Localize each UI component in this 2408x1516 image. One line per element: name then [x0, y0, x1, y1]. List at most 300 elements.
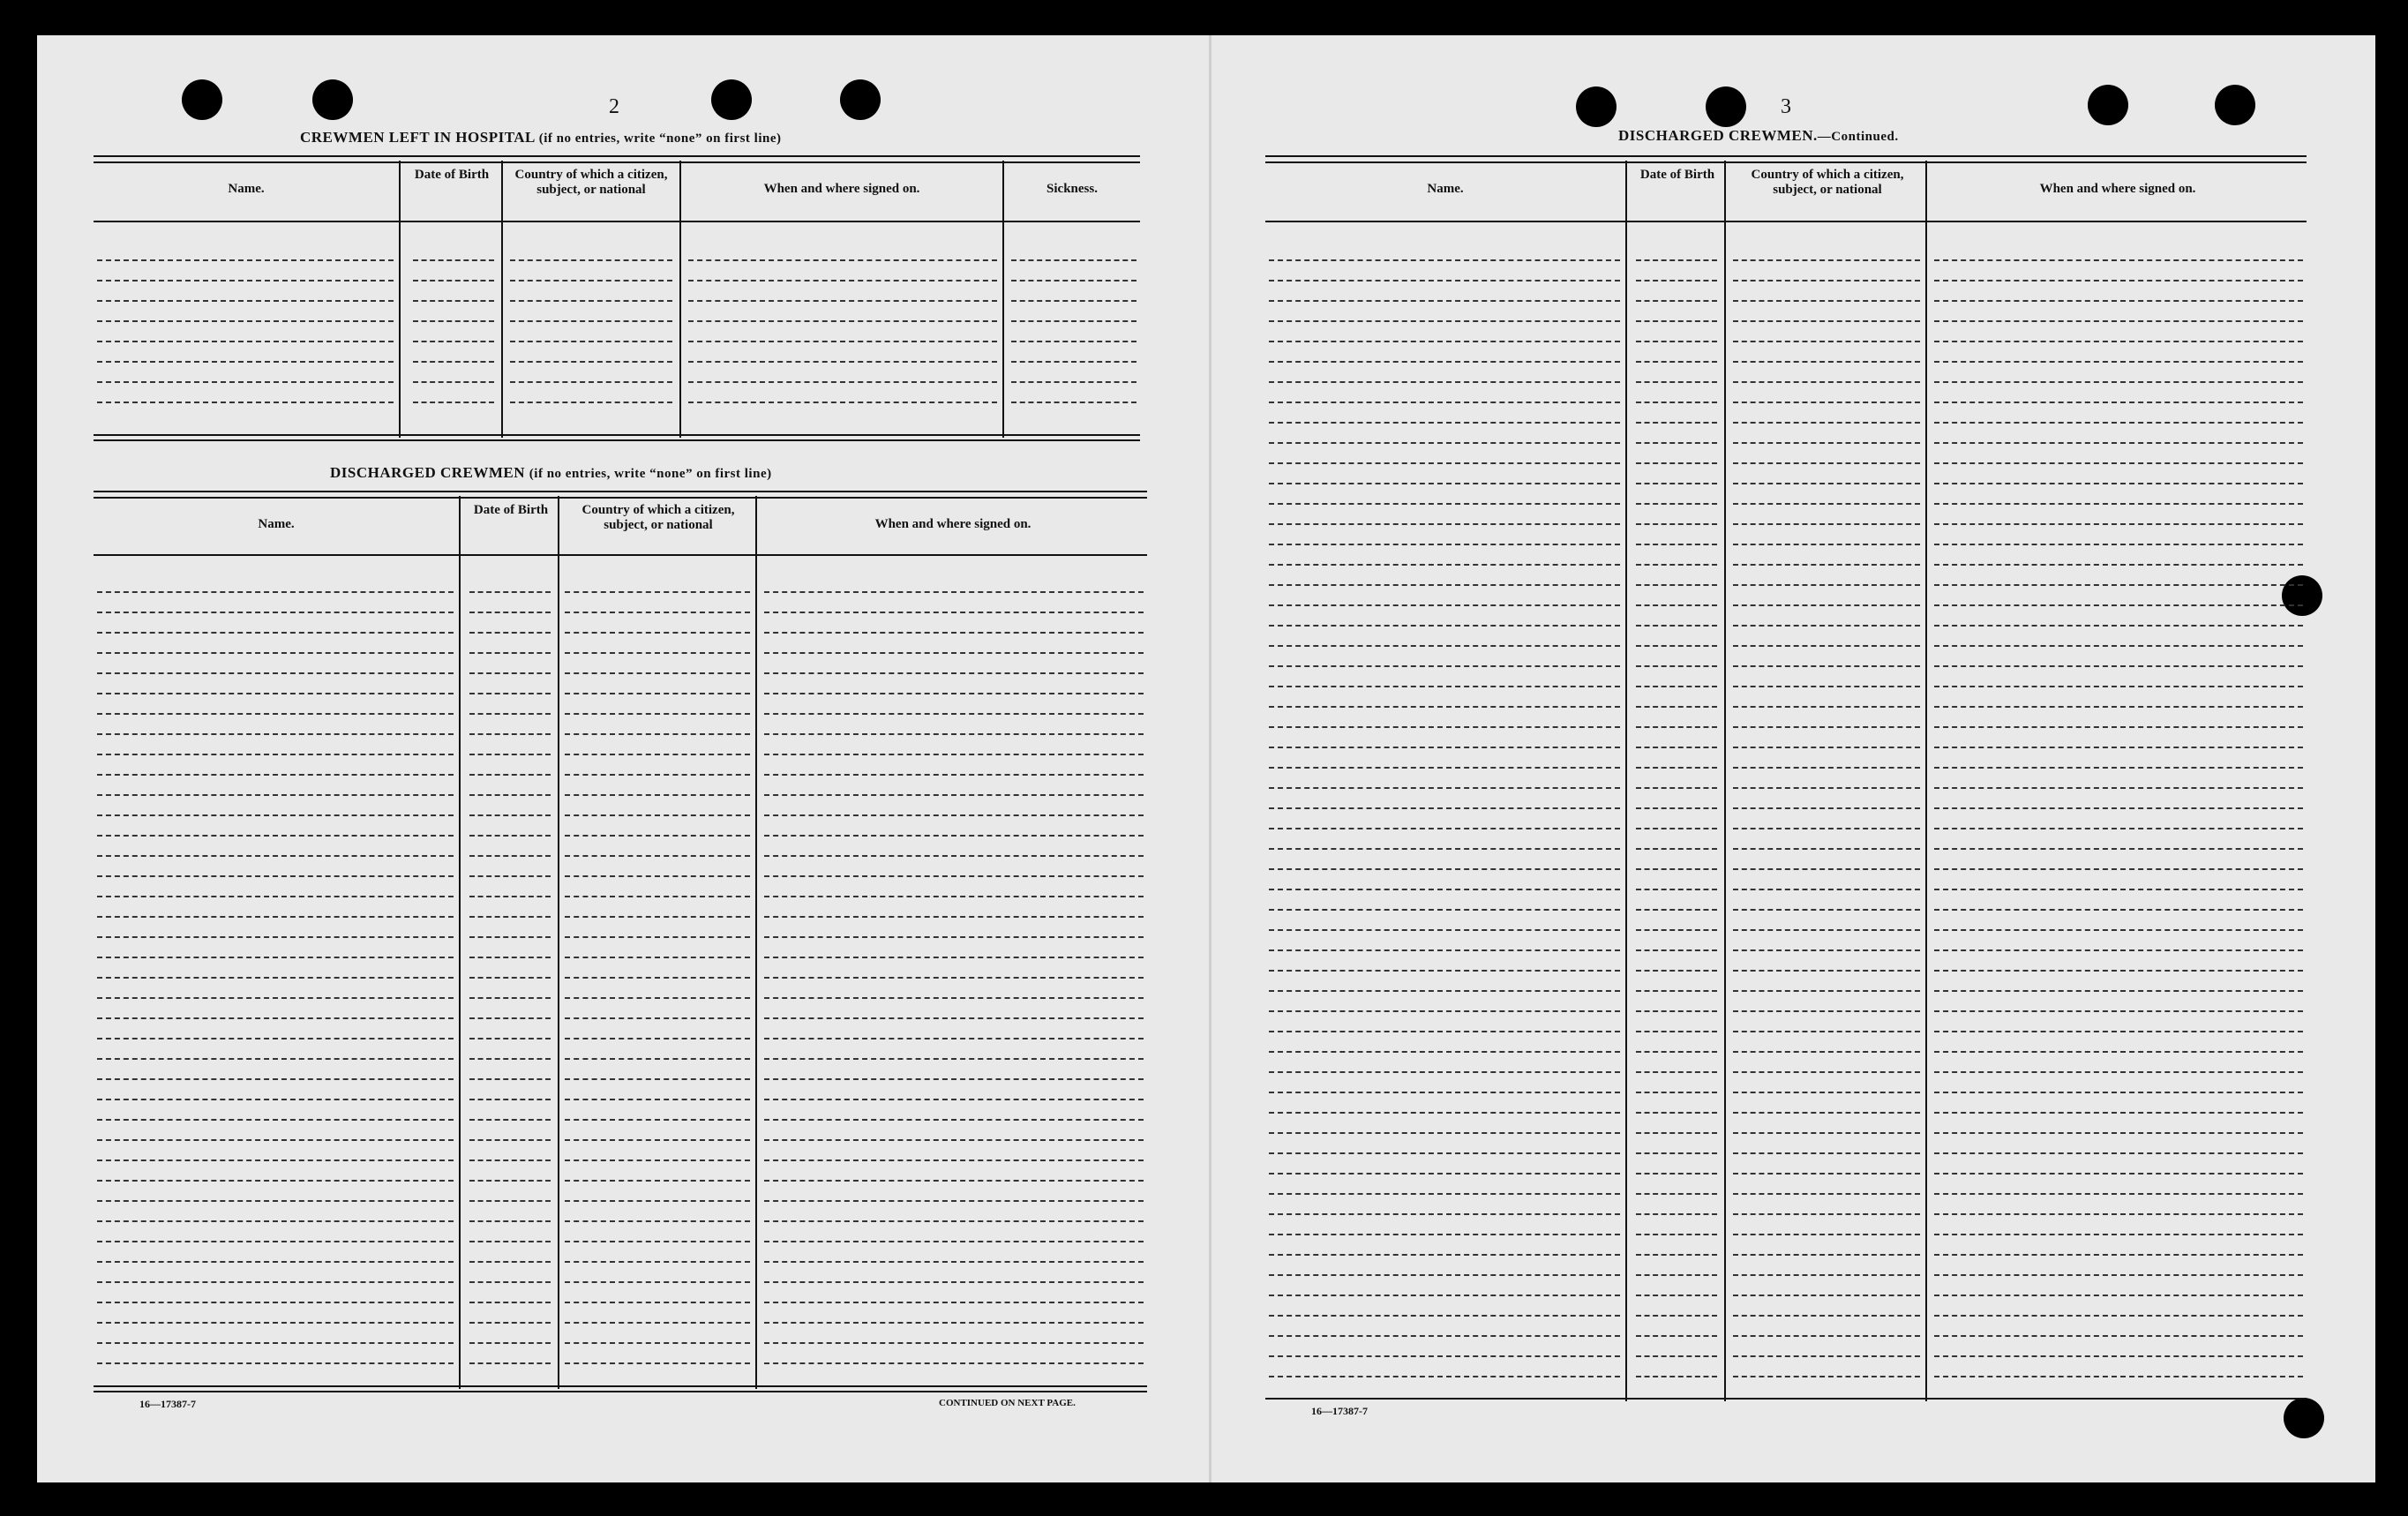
entry-line[interactable] — [97, 259, 394, 261]
entry-line[interactable] — [469, 1200, 551, 1202]
entry-line[interactable] — [1934, 706, 2303, 708]
entry-line[interactable] — [97, 1362, 454, 1364]
entry-line[interactable] — [1934, 970, 2303, 972]
entry-line[interactable] — [1934, 604, 2303, 606]
entry-line[interactable] — [469, 591, 551, 593]
entry-line[interactable] — [1011, 300, 1136, 302]
entry-line[interactable] — [1011, 381, 1136, 383]
entry-line[interactable] — [1733, 889, 1920, 890]
entry-line[interactable] — [1269, 341, 1620, 342]
entry-line[interactable] — [1269, 1071, 1620, 1073]
entry-line[interactable] — [1733, 381, 1920, 383]
entry-line[interactable] — [1733, 1213, 1920, 1215]
entry-line[interactable] — [1934, 828, 2303, 829]
entry-line[interactable] — [1733, 1071, 1920, 1073]
entry-line[interactable] — [565, 977, 750, 979]
entry-line[interactable] — [764, 1058, 1144, 1060]
entry-line[interactable] — [1733, 665, 1920, 667]
entry-line[interactable] — [1011, 402, 1136, 403]
entry-line[interactable] — [1733, 848, 1920, 850]
entry-line[interactable] — [764, 1220, 1144, 1222]
entry-line[interactable] — [565, 1281, 750, 1283]
entry-line[interactable] — [97, 1241, 454, 1242]
entry-line[interactable] — [1733, 442, 1920, 444]
entry-line[interactable] — [1636, 300, 1717, 302]
entry-line[interactable] — [1011, 361, 1136, 363]
entry-line[interactable] — [1934, 767, 2303, 769]
entry-line[interactable] — [1733, 462, 1920, 464]
entry-line[interactable] — [1636, 747, 1717, 748]
entry-line[interactable] — [565, 916, 750, 918]
entry-line[interactable] — [1733, 1031, 1920, 1032]
entry-line[interactable] — [97, 381, 394, 383]
entry-line[interactable] — [97, 814, 454, 816]
entry-line[interactable] — [688, 402, 997, 403]
entry-line[interactable] — [469, 997, 551, 999]
entry-line[interactable] — [1934, 1355, 2303, 1357]
entry-line[interactable] — [510, 259, 672, 261]
entry-line[interactable] — [565, 875, 750, 877]
entry-line[interactable] — [510, 381, 672, 383]
entry-line[interactable] — [1636, 503, 1717, 505]
entry-line[interactable] — [469, 1038, 551, 1039]
entry-line[interactable] — [1733, 1376, 1920, 1377]
entry-line[interactable] — [565, 1058, 750, 1060]
entry-line[interactable] — [1269, 320, 1620, 322]
entry-line[interactable] — [565, 855, 750, 857]
entry-line[interactable] — [688, 280, 997, 281]
entry-line[interactable] — [1636, 868, 1717, 870]
entry-line[interactable] — [97, 591, 454, 593]
entry-line[interactable] — [1636, 970, 1717, 972]
entry-line[interactable] — [1636, 259, 1717, 261]
entry-line[interactable] — [1269, 1234, 1620, 1235]
entry-line[interactable] — [764, 1078, 1144, 1080]
entry-line[interactable] — [1636, 1335, 1717, 1337]
entry-line[interactable] — [469, 1058, 551, 1060]
entry-line[interactable] — [1636, 1254, 1717, 1256]
entry-line[interactable] — [1934, 1051, 2303, 1053]
entry-line[interactable] — [1636, 929, 1717, 931]
entry-line[interactable] — [469, 713, 551, 715]
entry-line[interactable] — [1733, 320, 1920, 322]
entry-line[interactable] — [1733, 909, 1920, 911]
entry-line[interactable] — [1733, 523, 1920, 525]
entry-line[interactable] — [469, 612, 551, 613]
entry-line[interactable] — [1636, 604, 1717, 606]
entry-line[interactable] — [1934, 341, 2303, 342]
entry-line[interactable] — [469, 1302, 551, 1303]
entry-line[interactable] — [764, 1139, 1144, 1141]
entry-line[interactable] — [510, 402, 672, 403]
entry-line[interactable] — [1934, 584, 2303, 586]
entry-line[interactable] — [97, 1099, 454, 1100]
entry-line[interactable] — [510, 361, 672, 363]
entry-line[interactable] — [469, 672, 551, 674]
entry-line[interactable] — [1636, 320, 1717, 322]
entry-line[interactable] — [1269, 909, 1620, 911]
entry-line[interactable] — [97, 855, 454, 857]
entry-line[interactable] — [1934, 1152, 2303, 1154]
entry-line[interactable] — [764, 1200, 1144, 1202]
entry-line[interactable] — [1269, 300, 1620, 302]
entry-line[interactable] — [1733, 584, 1920, 586]
entry-line[interactable] — [565, 1078, 750, 1080]
entry-line[interactable] — [1269, 848, 1620, 850]
entry-line[interactable] — [1269, 929, 1620, 931]
entry-line[interactable] — [764, 835, 1144, 837]
entry-line[interactable] — [1636, 767, 1717, 769]
entry-line[interactable] — [1733, 767, 1920, 769]
entry-line[interactable] — [1636, 889, 1717, 890]
entry-line[interactable] — [565, 1160, 750, 1161]
entry-line[interactable] — [764, 1119, 1144, 1121]
entry-line[interactable] — [413, 320, 494, 322]
entry-line[interactable] — [97, 997, 454, 999]
entry-line[interactable] — [1269, 787, 1620, 789]
entry-line[interactable] — [565, 1099, 750, 1100]
entry-line[interactable] — [764, 916, 1144, 918]
entry-line[interactable] — [97, 1017, 454, 1019]
entry-line[interactable] — [97, 1119, 454, 1121]
entry-line[interactable] — [1269, 807, 1620, 809]
entry-line[interactable] — [1934, 909, 2303, 911]
entry-line[interactable] — [1636, 523, 1717, 525]
entry-line[interactable] — [1733, 1335, 1920, 1337]
entry-line[interactable] — [1733, 686, 1920, 687]
entry-line[interactable] — [688, 341, 997, 342]
entry-line[interactable] — [565, 754, 750, 755]
entry-line[interactable] — [1636, 381, 1717, 383]
entry-line[interactable] — [1733, 1092, 1920, 1093]
entry-line[interactable] — [764, 875, 1144, 877]
entry-line[interactable] — [97, 835, 454, 837]
entry-line[interactable] — [1934, 564, 2303, 566]
entry-line[interactable] — [565, 814, 750, 816]
entry-line[interactable] — [413, 259, 494, 261]
entry-line[interactable] — [764, 896, 1144, 897]
entry-line[interactable] — [1269, 1092, 1620, 1093]
entry-line[interactable] — [764, 814, 1144, 816]
entry-line[interactable] — [469, 1180, 551, 1182]
entry-line[interactable] — [1269, 1031, 1620, 1032]
entry-line[interactable] — [1733, 1274, 1920, 1276]
entry-line[interactable] — [1934, 1092, 2303, 1093]
entry-line[interactable] — [413, 381, 494, 383]
entry-line[interactable] — [1636, 1193, 1717, 1195]
entry-line[interactable] — [97, 794, 454, 796]
entry-line[interactable] — [1733, 990, 1920, 992]
entry-line[interactable] — [1636, 442, 1717, 444]
entry-line[interactable] — [764, 957, 1144, 958]
entry-line[interactable] — [469, 1342, 551, 1344]
entry-line[interactable] — [413, 300, 494, 302]
entry-line[interactable] — [1934, 1132, 2303, 1134]
entry-line[interactable] — [1636, 787, 1717, 789]
entry-line[interactable] — [688, 300, 997, 302]
entry-line[interactable] — [565, 997, 750, 999]
entry-line[interactable] — [510, 280, 672, 281]
entry-line[interactable] — [469, 1099, 551, 1100]
entry-line[interactable] — [97, 977, 454, 979]
entry-line[interactable] — [1269, 1335, 1620, 1337]
entry-line[interactable] — [764, 1302, 1144, 1303]
entry-line[interactable] — [97, 754, 454, 755]
entry-line[interactable] — [764, 977, 1144, 979]
entry-line[interactable] — [510, 300, 672, 302]
entry-line[interactable] — [469, 632, 551, 634]
entry-line[interactable] — [1636, 280, 1717, 281]
entry-line[interactable] — [1269, 889, 1620, 890]
entry-line[interactable] — [1636, 645, 1717, 647]
entry-line[interactable] — [469, 652, 551, 654]
entry-line[interactable] — [565, 733, 750, 735]
entry-line[interactable] — [1733, 868, 1920, 870]
entry-line[interactable] — [1636, 584, 1717, 586]
entry-line[interactable] — [688, 259, 997, 261]
entry-line[interactable] — [1011, 341, 1136, 342]
entry-line[interactable] — [1636, 1274, 1717, 1276]
entry-line[interactable] — [688, 361, 997, 363]
entry-line[interactable] — [1269, 767, 1620, 769]
entry-line[interactable] — [97, 672, 454, 674]
entry-line[interactable] — [1269, 381, 1620, 383]
entry-line[interactable] — [1733, 970, 1920, 972]
entry-line[interactable] — [1269, 564, 1620, 566]
entry-line[interactable] — [1934, 929, 2303, 931]
entry-line[interactable] — [1733, 726, 1920, 728]
entry-line[interactable] — [1269, 462, 1620, 464]
entry-line[interactable] — [1934, 1254, 2303, 1256]
entry-line[interactable] — [97, 300, 394, 302]
entry-line[interactable] — [565, 1261, 750, 1263]
entry-line[interactable] — [510, 320, 672, 322]
entry-line[interactable] — [565, 612, 750, 613]
entry-line[interactable] — [97, 1261, 454, 1263]
entry-line[interactable] — [97, 1139, 454, 1141]
entry-line[interactable] — [97, 896, 454, 897]
entry-line[interactable] — [565, 1302, 750, 1303]
entry-line[interactable] — [1934, 422, 2303, 424]
entry-line[interactable] — [1636, 422, 1717, 424]
entry-line[interactable] — [1934, 1213, 2303, 1215]
entry-line[interactable] — [1269, 1152, 1620, 1154]
entry-line[interactable] — [1269, 1051, 1620, 1053]
entry-line[interactable] — [1934, 1010, 2303, 1012]
entry-line[interactable] — [565, 835, 750, 837]
entry-line[interactable] — [1269, 1295, 1620, 1296]
entry-line[interactable] — [764, 591, 1144, 593]
entry-line[interactable] — [1636, 1092, 1717, 1093]
entry-line[interactable] — [565, 936, 750, 938]
entry-line[interactable] — [1636, 1295, 1717, 1296]
entry-line[interactable] — [1269, 1112, 1620, 1114]
entry-line[interactable] — [1636, 402, 1717, 403]
entry-line[interactable] — [1269, 422, 1620, 424]
entry-line[interactable] — [1934, 665, 2303, 667]
entry-line[interactable] — [764, 1241, 1144, 1242]
entry-line[interactable] — [469, 1362, 551, 1364]
entry-line[interactable] — [1636, 1010, 1717, 1012]
entry-line[interactable] — [1011, 280, 1136, 281]
entry-line[interactable] — [1269, 990, 1620, 992]
entry-line[interactable] — [1934, 381, 2303, 383]
entry-line[interactable] — [1636, 564, 1717, 566]
entry-line[interactable] — [1733, 1132, 1920, 1134]
entry-line[interactable] — [97, 1078, 454, 1080]
entry-line[interactable] — [1733, 1010, 1920, 1012]
entry-line[interactable] — [764, 1038, 1144, 1039]
entry-line[interactable] — [97, 361, 394, 363]
entry-line[interactable] — [97, 957, 454, 958]
entry-line[interactable] — [1269, 970, 1620, 972]
entry-line[interactable] — [764, 733, 1144, 735]
entry-line[interactable] — [1269, 1315, 1620, 1317]
entry-line[interactable] — [1733, 625, 1920, 627]
entry-line[interactable] — [1934, 1274, 2303, 1276]
entry-line[interactable] — [510, 341, 672, 342]
entry-line[interactable] — [469, 835, 551, 837]
entry-line[interactable] — [469, 1322, 551, 1324]
entry-line[interactable] — [1934, 1071, 2303, 1073]
entry-line[interactable] — [1934, 787, 2303, 789]
entry-line[interactable] — [1636, 1173, 1717, 1175]
entry-line[interactable] — [764, 652, 1144, 654]
entry-line[interactable] — [1636, 807, 1717, 809]
entry-line[interactable] — [1269, 1010, 1620, 1012]
entry-line[interactable] — [764, 774, 1144, 776]
entry-line[interactable] — [97, 612, 454, 613]
entry-line[interactable] — [97, 280, 394, 281]
entry-line[interactable] — [1934, 544, 2303, 545]
entry-line[interactable] — [1269, 706, 1620, 708]
entry-line[interactable] — [764, 1099, 1144, 1100]
entry-line[interactable] — [469, 1139, 551, 1141]
entry-line[interactable] — [97, 936, 454, 938]
entry-line[interactable] — [1733, 747, 1920, 748]
entry-line[interactable] — [764, 612, 1144, 613]
entry-line[interactable] — [1733, 1355, 1920, 1357]
entry-line[interactable] — [1269, 726, 1620, 728]
entry-line[interactable] — [764, 1342, 1144, 1344]
entry-line[interactable] — [764, 1362, 1144, 1364]
entry-line[interactable] — [1269, 402, 1620, 403]
entry-line[interactable] — [469, 1261, 551, 1263]
entry-line[interactable] — [1934, 320, 2303, 322]
entry-line[interactable] — [469, 1281, 551, 1283]
entry-line[interactable] — [1269, 280, 1620, 281]
entry-line[interactable] — [565, 1241, 750, 1242]
entry-line[interactable] — [1934, 1193, 2303, 1195]
entry-line[interactable] — [97, 1038, 454, 1039]
entry-line[interactable] — [1934, 747, 2303, 748]
entry-line[interactable] — [1733, 1254, 1920, 1256]
entry-line[interactable] — [1733, 787, 1920, 789]
entry-line[interactable] — [1934, 686, 2303, 687]
entry-line[interactable] — [1934, 1295, 2303, 1296]
entry-line[interactable] — [97, 632, 454, 634]
entry-line[interactable] — [565, 896, 750, 897]
entry-line[interactable] — [1636, 1071, 1717, 1073]
entry-line[interactable] — [469, 977, 551, 979]
entry-line[interactable] — [1934, 442, 2303, 444]
entry-line[interactable] — [565, 591, 750, 593]
entry-line[interactable] — [1733, 341, 1920, 342]
entry-line[interactable] — [1934, 1376, 2303, 1377]
entry-line[interactable] — [469, 1160, 551, 1161]
entry-line[interactable] — [1934, 1112, 2303, 1114]
entry-line[interactable] — [1733, 422, 1920, 424]
entry-line[interactable] — [1934, 300, 2303, 302]
entry-line[interactable] — [688, 381, 997, 383]
entry-line[interactable] — [97, 652, 454, 654]
entry-line[interactable] — [1636, 949, 1717, 951]
entry-line[interactable] — [1733, 483, 1920, 484]
entry-line[interactable] — [1636, 726, 1717, 728]
entry-line[interactable] — [1733, 1173, 1920, 1175]
entry-line[interactable] — [1636, 1355, 1717, 1357]
entry-line[interactable] — [97, 693, 454, 694]
entry-line[interactable] — [97, 320, 394, 322]
entry-line[interactable] — [1636, 1315, 1717, 1317]
entry-line[interactable] — [1269, 584, 1620, 586]
entry-line[interactable] — [1636, 1112, 1717, 1114]
entry-line[interactable] — [97, 916, 454, 918]
entry-line[interactable] — [1934, 1315, 2303, 1317]
entry-line[interactable] — [565, 693, 750, 694]
entry-line[interactable] — [1934, 990, 2303, 992]
entry-line[interactable] — [1011, 320, 1136, 322]
entry-line[interactable] — [1636, 483, 1717, 484]
entry-line[interactable] — [764, 1261, 1144, 1263]
entry-line[interactable] — [565, 1038, 750, 1039]
entry-line[interactable] — [565, 1200, 750, 1202]
entry-line[interactable] — [97, 1160, 454, 1161]
entry-line[interactable] — [1269, 1376, 1620, 1377]
entry-line[interactable] — [1934, 462, 2303, 464]
entry-line[interactable] — [1733, 300, 1920, 302]
entry-line[interactable] — [413, 402, 494, 403]
entry-line[interactable] — [1934, 503, 2303, 505]
entry-line[interactable] — [1636, 990, 1717, 992]
entry-line[interactable] — [1636, 848, 1717, 850]
entry-line[interactable] — [764, 855, 1144, 857]
entry-line[interactable] — [1733, 259, 1920, 261]
entry-line[interactable] — [97, 1058, 454, 1060]
entry-line[interactable] — [1733, 807, 1920, 809]
entry-line[interactable] — [1934, 1234, 2303, 1235]
entry-line[interactable] — [97, 1180, 454, 1182]
entry-line[interactable] — [1636, 544, 1717, 545]
entry-line[interactable] — [1636, 1051, 1717, 1053]
entry-line[interactable] — [1636, 909, 1717, 911]
entry-line[interactable] — [1934, 402, 2303, 403]
entry-line[interactable] — [1636, 341, 1717, 342]
entry-line[interactable] — [565, 1180, 750, 1182]
entry-line[interactable] — [1934, 259, 2303, 261]
entry-line[interactable] — [1934, 1173, 2303, 1175]
entry-line[interactable] — [97, 341, 394, 342]
entry-line[interactable] — [565, 672, 750, 674]
entry-line[interactable] — [1269, 665, 1620, 667]
entry-line[interactable] — [565, 957, 750, 958]
entry-line[interactable] — [1636, 1376, 1717, 1377]
entry-line[interactable] — [565, 1362, 750, 1364]
entry-line[interactable] — [97, 1322, 454, 1324]
entry-line[interactable] — [764, 713, 1144, 715]
entry-line[interactable] — [1733, 706, 1920, 708]
entry-line[interactable] — [1636, 706, 1717, 708]
